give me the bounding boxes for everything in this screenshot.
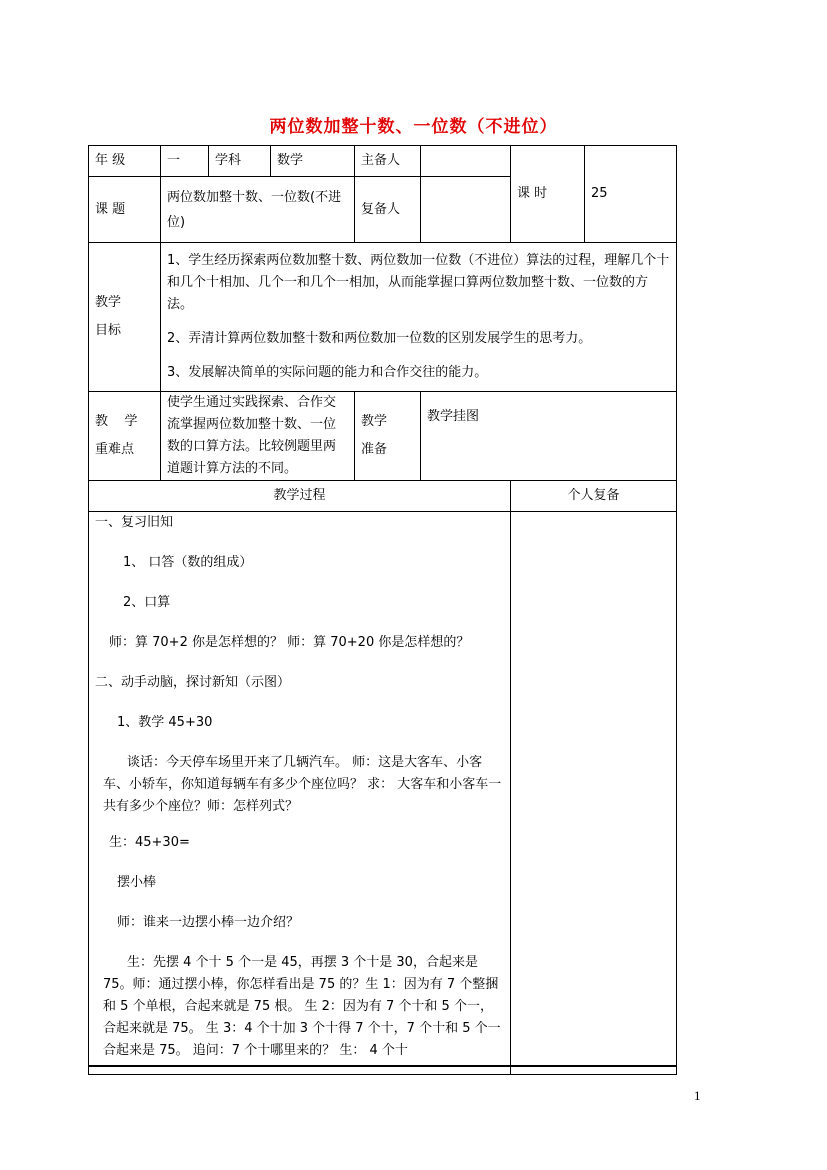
process-line: 生：先摆 4 个十 5 个一是 45，再摆 3 个十是 30，合起来是 75。师：通过摆小棒，你怎样看出是 75 的？生 1：因为有 7 个整捆和 5 个单根，合起来就是 75 根。 生 2：因为有 7 个十和 5 个一，合起来就是 75。 生 3：4 个十加 3 个十得 7 个十，7 个十和 5 个一合起来是 75。 追问：7 个十哪里来的？ 生： 4 个十	[103, 955, 501, 1058]
process-content	[89, 512, 511, 1075]
prep-label	[355, 392, 421, 481]
document-title: 两位数加整十数、一位数（不进位）	[269, 117, 558, 137]
process-line: 1、教学 45+30	[117, 715, 213, 730]
personal-header: 个人复备	[511, 481, 677, 512]
subject-value: 数学	[271, 146, 355, 177]
process-line: 二、动手动脑，探讨新知（示图）	[95, 675, 291, 690]
prep-label-line2: 准备	[361, 442, 388, 457]
goal-item: 2、弄清计算两位数加整十数和两位数加一位数的区别发展学生的思考力。	[167, 331, 592, 346]
subject-label: 学科	[209, 146, 271, 177]
key-points-label-line1: 教 学	[95, 414, 138, 429]
lesson-plan-table	[88, 145, 677, 1075]
process-line: 生：45+30=	[109, 835, 190, 850]
goals-label-line2: 目标	[95, 323, 122, 338]
process-line: 一、复习旧知	[95, 515, 174, 530]
process-line: 2、口算	[123, 595, 171, 610]
personal-notes	[511, 512, 677, 1075]
topic-value: 两位数加整十数、一位数(不进位)	[161, 177, 355, 243]
goals-label-line1: 教学	[95, 295, 122, 310]
goals-content	[161, 243, 677, 392]
process-line: 师：谁来一边摆小棒一边介绍？	[117, 915, 300, 930]
preparer-label: 主备人	[355, 146, 421, 177]
process-line: 师：算 70+2 你是怎样想的？ 师：算 70+20 你是怎样想的？	[109, 635, 470, 650]
grade-value: 一	[161, 146, 209, 177]
goal-item: 3、发展解决简单的实际问题的能力和合作交往的能力。	[167, 365, 488, 380]
key-points-value: 使学生通过实践探索、合作交流掌握两位数加整十数、一位数的口算方法。比较例题里两道题计算方法的不同。	[161, 392, 355, 481]
key-points-label	[89, 392, 161, 481]
process-line: 摆小棒	[117, 875, 157, 890]
preparer-value	[421, 146, 511, 177]
goal-item: 1、学生经历探索两位数加整十数、两位数加一位数（不进位）算法的过程，理解几个十和几个十相加、几个一和几个一相加，从而能掌握口算两位数加整十数、一位数的方法。	[167, 253, 670, 312]
prep-value: 教学挂图	[421, 392, 677, 481]
hours-value: 25	[585, 146, 677, 243]
goals-label	[89, 243, 161, 392]
topic-label: 课 题	[89, 177, 161, 243]
co-preparer-label: 复备人	[355, 177, 421, 243]
page-number: 1	[694, 1088, 701, 1103]
table-bottom-rule	[88, 1065, 677, 1067]
grade-label: 年 级	[89, 146, 161, 177]
process-header: 教学过程	[89, 481, 511, 512]
prep-label-line1: 教学	[361, 414, 388, 429]
process-line: 谈话：今天停车场里开来了几辆汽车。 师：这是大客车、小客车、小轿车，你知道每辆车有多少个座位吗？ 求： 大客车和小客车一共有多少个座位？师：怎样列式？	[103, 755, 502, 814]
key-points-label-line2: 重难点	[95, 442, 135, 457]
hours-label: 课 时	[511, 146, 585, 243]
process-line: 1、 口答（数的组成）	[123, 555, 253, 570]
co-preparer-value	[421, 177, 511, 243]
